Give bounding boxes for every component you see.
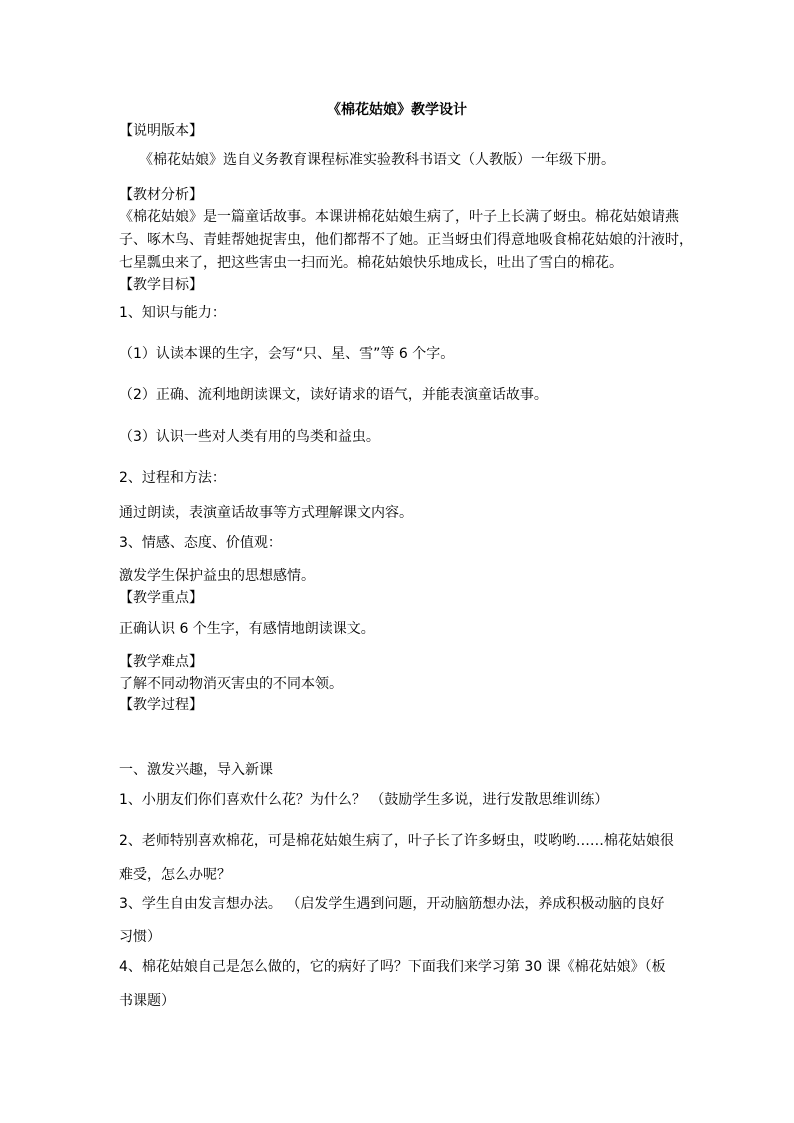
goals-subitem: （1）认读本课的生字，会写“只、星、雪”等 6 个字。: [119, 346, 455, 362]
difficulties-heading: 【教学难点】: [119, 654, 203, 670]
goals-item-1: 1、知识与能力：: [119, 305, 226, 321]
analysis-line: 七星瓢虫来了，把这些害虫一扫而光。棉花姑娘快乐地成长，吐出了雪白的棉花。: [119, 255, 623, 271]
process-line: 3、学生自由发言想办法。 （启发学生遇到问题，开动脑筋想办法，养成积极动脑的良好: [119, 896, 665, 912]
process-line: 习惯）: [119, 929, 161, 945]
goals-heading: 【教学目标】: [119, 277, 203, 293]
process-line: 4、棉花姑娘自己是怎么做的，它的病好了吗？下面我们来学习第 30 课《棉花姑娘》（板: [119, 959, 666, 975]
key-points-text: 正确认识 6 个生字，有感情地朗读课文。: [119, 621, 375, 637]
goals-subitem: （3）认识一些对人类有用的鸟类和益虫。: [119, 429, 380, 445]
analysis-heading: 【教材分析】: [119, 187, 203, 203]
process-line: 2、老师特别喜欢棉花，可是棉花姑娘生病了，叶子长了许多蚜虫，哎哟哟……棉花姑娘很: [119, 833, 674, 849]
process-line: 书课题）: [119, 993, 175, 1009]
analysis-line: 子、啄木鸟、青蛙帮她捉害虫，他们都帮不了她。正当蚜虫们得意地吸食棉花姑娘的汁液时，: [119, 232, 693, 248]
goals-item-3-text: 激发学生保护益虫的思想感情。: [119, 568, 315, 584]
edition-text: 《棉花姑娘》选自义务教育课程标准实验教科书语文（人教版）一年级下册。: [139, 152, 615, 168]
edition-heading: 【说明版本】: [119, 123, 203, 139]
key-points-heading: 【教学重点】: [119, 590, 203, 606]
goals-item-2-text: 通过朗读，表演童话故事等方式理解课文内容。: [119, 505, 413, 521]
page-title: 《棉花姑娘》教学设计: [327, 102, 467, 118]
goals-item-2: 2、过程和方法：: [119, 470, 226, 486]
process-line: 难受，怎么办呢？: [119, 867, 231, 883]
analysis-line: 《棉花姑娘》是一篇童话故事。本课讲棉花姑娘生病了，叶子上长满了蚜虫。棉花姑娘请燕: [119, 209, 679, 225]
process-line: 1、小朋友们你们喜欢什么花？为什么？ （鼓励学生多说，进行发散思维训练）: [119, 792, 609, 808]
process-heading: 【教学过程】: [119, 697, 203, 713]
difficulties-text: 了解不同动物消灭害虫的不同本领。: [119, 676, 343, 692]
goals-item-3: 3、情感、态度、价值观：: [119, 535, 282, 551]
goals-subitem: （2）正确、流利地朗读课文，读好请求的语气，并能表演童话故事。: [119, 387, 548, 403]
process-part-1: 一、激发兴趣，导入新课: [119, 762, 273, 778]
